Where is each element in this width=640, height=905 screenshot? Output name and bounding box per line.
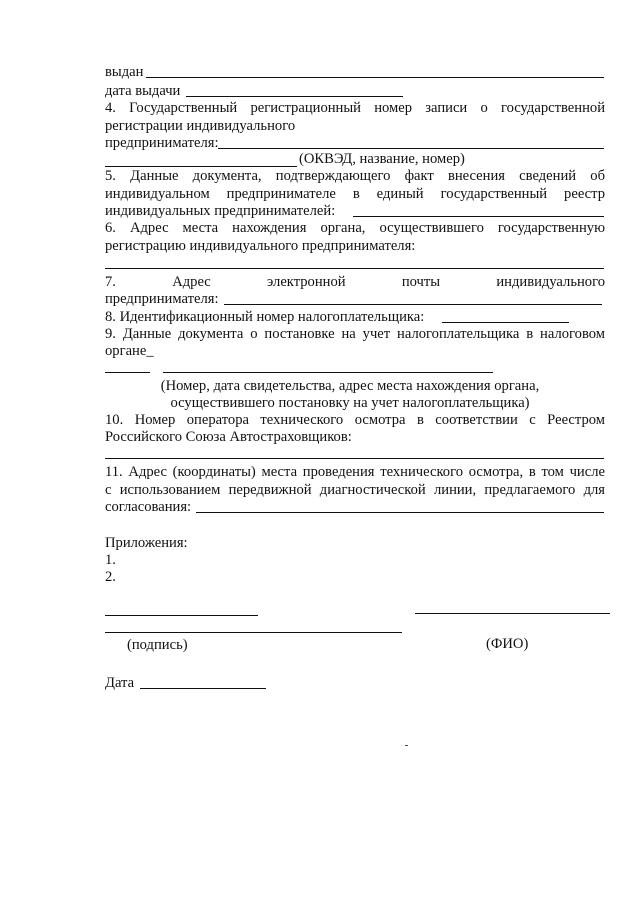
issue-date-field[interactable] bbox=[186, 96, 403, 97]
item11-line3: согласования: bbox=[105, 499, 192, 515]
item10-field[interactable] bbox=[105, 458, 604, 459]
item6-line1: 6. Адрес места нахождения органа, осуществившего государственную bbox=[105, 220, 605, 236]
item5-line3: индивидуальных предпринимателей: bbox=[105, 203, 336, 219]
signature-line-short[interactable] bbox=[105, 615, 258, 616]
item7-line2: предпринимателя: bbox=[105, 291, 219, 307]
fio-line[interactable] bbox=[415, 613, 610, 614]
item4-field[interactable] bbox=[218, 148, 604, 149]
item11-field[interactable] bbox=[196, 512, 604, 513]
item10-line2: Российского Союза Автостраховщиков: bbox=[105, 429, 352, 445]
item8-label: 8. Идентификационный номер налогоплательщика: bbox=[105, 309, 425, 325]
issued-by-field[interactable] bbox=[146, 77, 604, 78]
item11-line2: с использованием передвижной диагностической линии, предлагаемого для bbox=[105, 482, 605, 498]
item4-okved-field[interactable] bbox=[105, 166, 297, 167]
item9-line2: органе_ bbox=[105, 343, 154, 359]
item9-hint1: (Номер, дата свидетельства, адрес места нахождения органа, bbox=[160, 378, 540, 394]
scan-speck bbox=[405, 745, 408, 746]
attachments-title: Приложения: bbox=[105, 535, 188, 551]
item6-field[interactable] bbox=[105, 268, 604, 269]
signature-label: (подпись) bbox=[127, 637, 188, 653]
item11-line1: 11. Адрес (координаты) места проведения технического осмотра, в том числе bbox=[105, 464, 605, 480]
item10-line1: 10. Номер оператора технического осмотра в соответствии с Реестром bbox=[105, 412, 605, 428]
item7-line1: 7. Адрес электронной почты индивидуального bbox=[105, 274, 605, 290]
item6-line2: регистрацию индивидуального предпринимателя: bbox=[105, 238, 416, 254]
item4-line1: 4. Государственный регистрационный номер записи о государственной bbox=[105, 100, 605, 116]
item9-hint2: осуществившего постановку на учет налогоплательщика) bbox=[170, 395, 530, 411]
issued-by-label: выдан bbox=[105, 64, 144, 80]
date-label: Дата bbox=[105, 675, 135, 691]
fio-label: (ФИО) bbox=[486, 636, 529, 652]
date-field[interactable] bbox=[140, 688, 266, 689]
item5-line1: 5. Данные документа, подтверждающего факт внесения сведений об bbox=[105, 168, 605, 184]
item9-field-b[interactable] bbox=[163, 372, 493, 373]
item7-field[interactable] bbox=[224, 304, 602, 305]
item4-line2: регистрации индивидуального bbox=[105, 118, 296, 134]
attachment-item: 2. bbox=[105, 569, 116, 585]
item9-line1: 9. Данные документа о постановке на учет налогоплательщика в налоговом bbox=[105, 326, 605, 342]
signature-line-long[interactable] bbox=[105, 632, 402, 633]
item5-field[interactable] bbox=[353, 216, 604, 217]
attachment-item: 1. bbox=[105, 552, 116, 568]
item4-okved-hint: (ОКВЭД, название, номер) bbox=[299, 151, 465, 167]
item5-line2: индивидуальном предпринимателе в единый государственный реестр bbox=[105, 186, 605, 202]
item9-field-a[interactable] bbox=[105, 372, 150, 373]
item8-field[interactable] bbox=[442, 322, 569, 323]
issue-date-label: дата выдачи bbox=[105, 83, 181, 99]
item4-line3: предпринимателя: bbox=[105, 135, 219, 151]
